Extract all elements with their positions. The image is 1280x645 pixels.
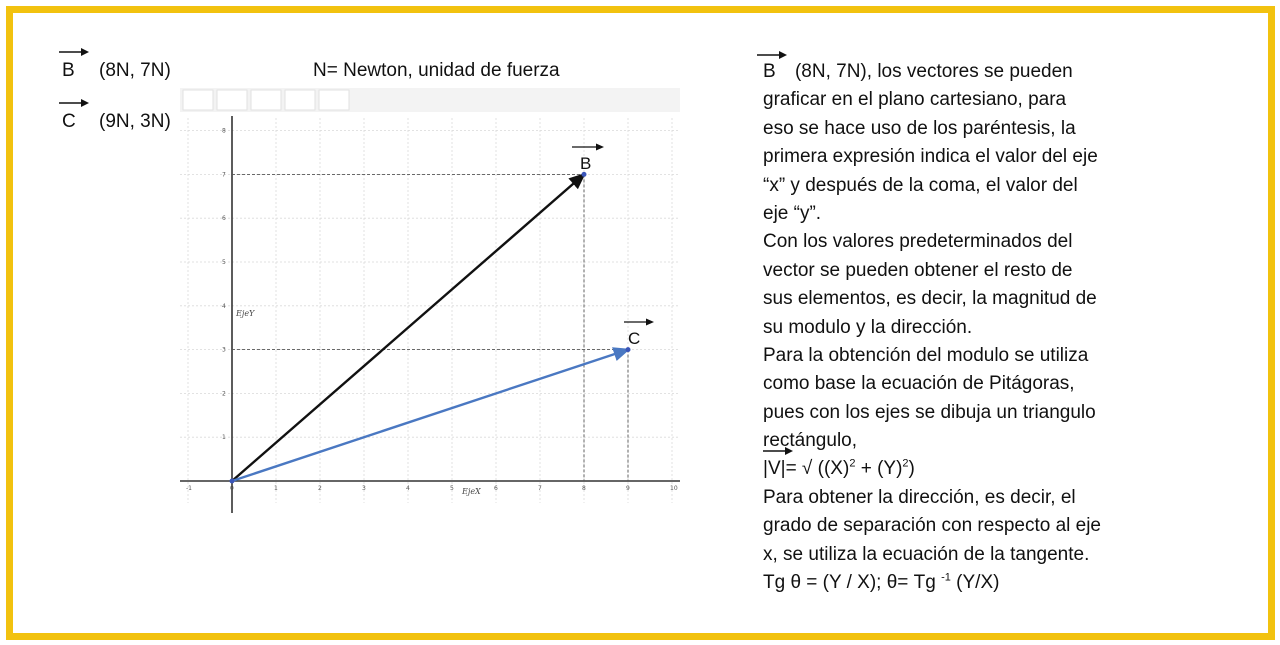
x-tick-label: 0 — [230, 485, 234, 492]
graph-grid — [180, 118, 680, 503]
explanation-line: Para obtener la dirección, es decir, el — [763, 486, 1076, 508]
vector-arrow-icon — [757, 49, 787, 61]
page-title: N= Newton, unidad de fuerza — [313, 60, 560, 81]
graph-label-c-text: C — [628, 329, 641, 348]
x-tick-label: 5 — [450, 485, 454, 492]
origin-point — [230, 479, 235, 484]
vector-arrow-icon — [59, 46, 89, 58]
formula-part: = √ ((X) — [785, 458, 850, 480]
explanation-line: como base la ecuación de Pitágoras, — [763, 373, 1075, 395]
explanation-line: “x” y después de la coma, el valor del — [763, 174, 1078, 196]
x-tick-label: 10 — [670, 485, 678, 492]
y-tick-label: 8 — [222, 127, 226, 135]
graph-label-c — [624, 319, 654, 349]
legend-c-letter: C — [62, 111, 76, 132]
y-tick-label: 3 — [222, 346, 226, 354]
cartesian-graph — [180, 88, 680, 513]
explanation-first-line — [763, 58, 1243, 86]
explanation-line: grado de separación con respecto al eje — [763, 515, 1102, 537]
x-tick-label: 1 — [274, 485, 278, 492]
toolbar-slot — [183, 90, 213, 110]
vector-arrow-icon — [763, 445, 793, 457]
formula-abs-open: | — [763, 458, 768, 480]
legend-b-letter: B — [62, 60, 75, 81]
vector-arrow-icon — [59, 97, 89, 109]
legend-c-coords: (9N, 3N) — [99, 111, 171, 132]
graph-label-b — [572, 144, 604, 174]
x-tick-label: 6 — [494, 485, 498, 492]
y-tick-label: 4 — [222, 302, 226, 310]
explanation-line: Con los valores predeterminados del — [763, 231, 1073, 253]
y-tick-label: 1 — [222, 434, 226, 442]
graph-svg — [180, 88, 680, 513]
explanation-vector-letter: B — [763, 61, 776, 82]
explanation-line: (8N, 7N), los vectores se pueden — [794, 61, 1073, 82]
formula-part: (Y/X) — [950, 572, 1000, 594]
x-axis-name: EjeX — [462, 487, 481, 496]
x-tick-label: 9 — [626, 485, 630, 492]
explanation-line: Para la obtención del modulo se utiliza — [763, 344, 1089, 366]
explanation-line: vector se pueden obtener el resto de — [763, 259, 1073, 281]
formula-superscript: 2 — [849, 458, 856, 471]
explanation-line: sus elementos, es decir, la magnitud de — [763, 288, 1097, 310]
x-tick-label: 2 — [318, 485, 322, 492]
formula-part: + (Y) — [855, 458, 903, 480]
formula-abs-close: | — [780, 458, 786, 480]
explanation-line: rectángulo, — [763, 430, 858, 452]
modulus-formula — [763, 455, 1243, 483]
legend-b-coords: (8N, 7N) — [99, 60, 171, 81]
explanation-line: graficar en el plano cartesiano, para — [763, 89, 1067, 111]
formula-vector-v: V — [767, 458, 781, 480]
graph-label-b-text: B — [580, 154, 592, 173]
angle-formula — [763, 569, 1243, 597]
formula-superscript: -1 — [941, 571, 951, 584]
graph-vectors — [230, 172, 631, 484]
graph-guides — [232, 174, 628, 481]
formula-part: Tg θ = (Y / X); θ= Tg — [763, 572, 942, 594]
formula-superscript: 2 — [902, 458, 909, 471]
vector-c — [232, 350, 628, 481]
formula-part: ) — [908, 458, 915, 480]
graph-axes — [180, 116, 680, 513]
toolbar-slot — [319, 90, 349, 110]
toolbar-slot — [251, 90, 281, 110]
toolbar-slot — [285, 90, 315, 110]
y-axis-name: EjeY — [236, 309, 255, 318]
explanation-line: eso se hace uso de los paréntesis, la — [763, 117, 1076, 139]
x-tick-label: 3 — [362, 485, 366, 492]
explanation-line: pues con los ejes se dibuja un triangulo — [763, 401, 1096, 423]
y-tick-label: 7 — [222, 171, 226, 179]
y-tick-label: 2 — [222, 390, 226, 398]
explanation-line: su modulo y la dirección. — [763, 316, 973, 338]
toolbar-slot — [217, 90, 247, 110]
y-tick-label: 6 — [222, 215, 226, 223]
explanation-panel — [763, 58, 1243, 597]
explanation-line: x, se utiliza la ecuación de la tangente. — [763, 543, 1090, 565]
x-tick-label: 7 — [538, 485, 542, 492]
x-tick-label: 8 — [582, 485, 586, 492]
x-tick-label: 4 — [406, 485, 410, 492]
y-tick-label: 5 — [222, 259, 226, 266]
explanation-line: eje “y”. — [763, 202, 822, 224]
x-tick-label: -1 — [186, 485, 192, 492]
explanation-line: primera expresión indica el valor del eje — [763, 146, 1098, 168]
